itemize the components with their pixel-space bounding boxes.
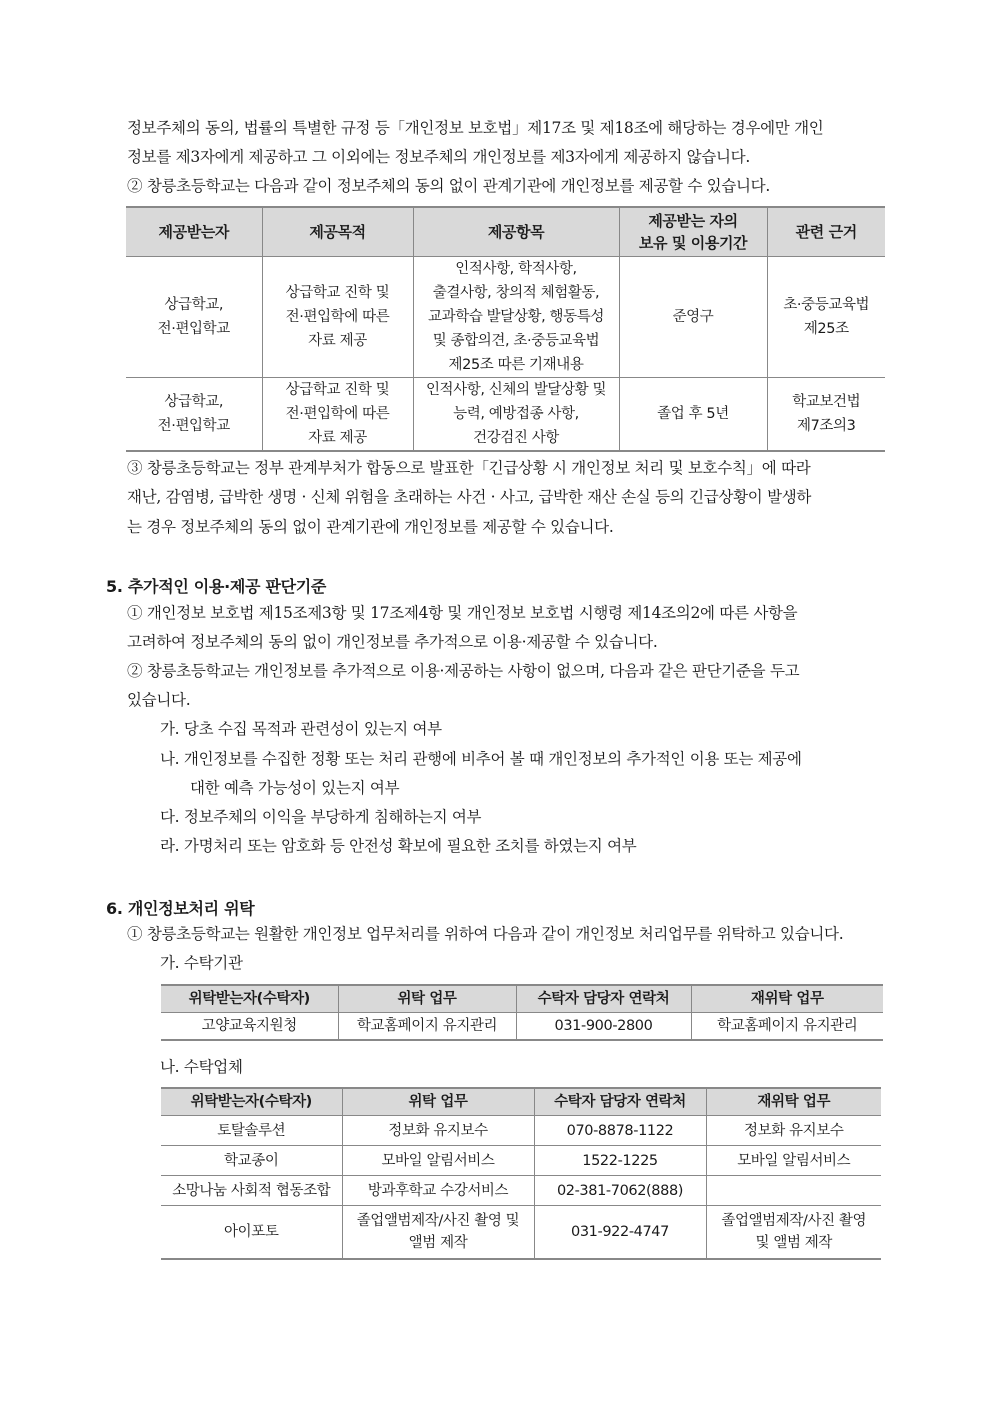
cell-period: 준영구: [619, 257, 767, 378]
table-row: [126, 257, 885, 378]
criteria-item-na: 나. 개인정보를 수집한 정황 또는 처리 관행에 비추어 볼 때 개인정보의 추가적인 이용 또는 제공에: [160, 750, 802, 768]
col-purpose: 제공목적: [262, 207, 413, 257]
emergency-line-2: 재난, 감염병, 급박한 생명 · 신체 위험을 초래하는 사건 · 사고, 급박한 재산 손실 등의 긴급상황이 발생하: [127, 488, 812, 506]
table-row: 아이포토 졸업앨범제작/사진 촬영 및 앨범 제작 031-922-4747 졸업앨범제작/사진 촬영 및 앨범 제작: [161, 1206, 881, 1260]
vendor-table-header: 위탁받는자(수탁자) 위탁 업무 수탁자 담당자 연락처 재위탁 업무: [161, 1088, 881, 1116]
cell-recipient: 상급학교, 전·편입학교: [126, 378, 262, 452]
col-basis: 관련 근거: [767, 207, 885, 257]
intro-line-1: 정보주체의 동의, 법률의 특별한 규정 등「개인정보 보호법」제17조 및 제18조에 해당하는 경우에만 개인: [127, 119, 824, 137]
vendor-table: [161, 1087, 881, 1260]
section-5-p1-line-2: 고려하여 정보주체의 동의 없이 개인정보를 추가적으로 이용·제공할 수 있습니다.: [127, 633, 658, 651]
intro-line-3: ② 창릉초등학교는 다음과 같이 정보주체의 동의 없이 관계기관에 개인정보를 제공할 수 있습니다.: [127, 177, 770, 195]
col-items: 제공항목: [413, 207, 619, 257]
table-row: 소망나눔 사회적 협동조합 방과후학교 수강서비스 02-381-7062(888): [161, 1176, 881, 1206]
provision-table-header: [126, 207, 885, 257]
emergency-line-3: 는 경우 정보주체의 동의 없이 관계기관에 개인정보를 제공할 수 있습니다.: [127, 518, 614, 536]
intro-line-2: 정보를 제3자에게 제공하고 그 이외에는 정보주체의 개인정보를 제3자에게 제공하지 않습니다.: [127, 148, 750, 166]
section-5-p2-line-2: 있습니다.: [127, 691, 191, 709]
col-period: 제공받는 자의 보유 및 이용기간: [619, 207, 767, 257]
section-5-title: 5. 추가적인 이용·제공 판단기준: [106, 577, 327, 596]
provision-table: [126, 206, 885, 452]
cell-basis: 초·중등교육법 제25조: [767, 257, 885, 378]
criteria-item-da: 다. 정보주체의 이익을 부당하게 침해하는지 여부: [160, 808, 482, 826]
sub-heading-agency: 가. 수탁기관: [160, 954, 243, 972]
criteria-item-ga: 가. 당초 수집 목적과 관련성이 있는지 여부: [160, 720, 442, 738]
section-6-p1: ① 창릉초등학교는 원활한 개인정보 업무처리를 위하여 다음과 같이 개인정보 처리업무를 위탁하고 있습니다.: [127, 925, 844, 943]
agency-table-header: 위탁받는자(수탁자) 위탁 업무 수탁자 담당자 연락처 재위탁 업무: [161, 985, 883, 1013]
table-row: 학교종이 모바일 알림서비스 1522-1225 모바일 알림서비스: [161, 1146, 881, 1176]
section-6-title: 6. 개인정보처리 위탁: [106, 899, 255, 918]
table-row: 토탈솔루션 정보화 유지보수 070-8878-1122 정보화 유지보수: [161, 1116, 881, 1146]
col-recipient: 제공받는자: [126, 207, 262, 257]
section-5-p1-line-1: ① 개인정보 보호법 제15조제3항 및 17조제4항 및 개인정보 보호법 시행령 제14조의2에 따른 사항을: [127, 604, 798, 622]
criteria-item-na-cont: 대한 예측 가능성이 있는지 여부: [190, 779, 400, 797]
cell-period: 졸업 후 5년: [619, 378, 767, 452]
section-5-p2-line-1: ② 창릉초등학교는 개인정보를 추가적으로 이용·제공하는 사항이 없으며, 다음과 같은 판단기준을 두고: [127, 662, 800, 680]
agency-table: [161, 984, 883, 1041]
cell-recipient: 상급학교, 전·편입학교: [126, 257, 262, 378]
cell-items: 인적사항, 신체의 발달상황 및 능력, 예방접종 사항, 건강검진 사항: [413, 378, 619, 452]
table-row: [126, 378, 885, 452]
table-row: 고양교육지원청 학교홈페이지 유지관리 031-900-2800 학교홈페이지 유지관리: [161, 1013, 883, 1041]
cell-purpose: 상급학교 진학 및 전·편입학에 따른 자료 제공: [262, 257, 413, 378]
sub-heading-vendor: 나. 수탁업체: [160, 1058, 243, 1076]
cell-basis: 학교보건법 제7조의3: [767, 378, 885, 452]
cell-purpose: 상급학교 진학 및 전·편입학에 따른 자료 제공: [262, 378, 413, 452]
criteria-item-ra: 라. 가명처리 또는 암호화 등 안전성 확보에 필요한 조치를 하였는지 여부: [160, 837, 637, 855]
cell-items: 인적사항, 학적사항, 출결사항, 창의적 체험활동, 교과학습 발달상황, 행동특성 및 종합의견, 초·중등교육법 제25조 따른 기재내용: [413, 257, 619, 378]
emergency-line-1: ③ 창릉초등학교는 정부 관계부처가 합동으로 발표한「긴급상황 시 개인정보 처리 및 보호수칙」에 따라: [127, 459, 811, 477]
